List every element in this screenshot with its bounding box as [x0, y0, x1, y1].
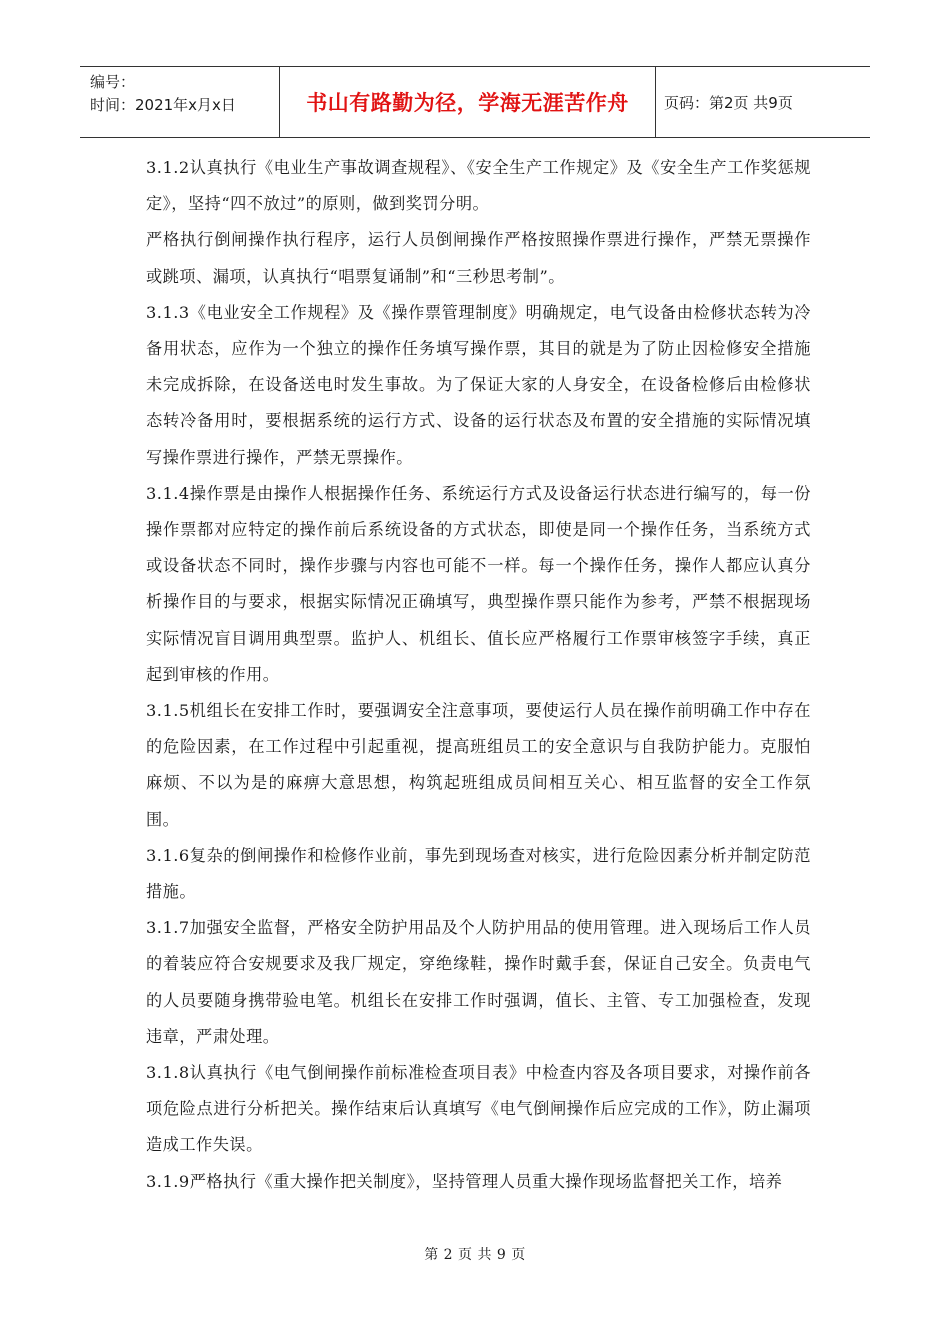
paragraph-switching-procedure: 严格执行倒闸操作执行程序，运行人员倒闸操作严格按照操作票进行操作，严禁无票操作或跳项、漏项，认真执行“唱票复诵制”和“三秒思考制”。 — [146, 230, 811, 286]
page-header — [80, 66, 870, 138]
page-footer: 第 2 页 共 9 页 — [424, 1247, 526, 1263]
header-meta — [80, 67, 280, 137]
paragraph-3-1-7: 3.1.7加强安全监督，严格安全防护用品及个人防护用品的使用管理。进入现场后工作人员的着装应符合安规要求及我厂规定，穿绝缘鞋，操作时戴手套，保证自己安全。负责电气的人员要随身携带验电笔。机组长在安排工作时强调，值长、主管、专工加强检查，发现违章，严肃处理。 — [146, 918, 811, 1046]
header-page-number: 页码：第2页 共9页 — [664, 93, 793, 112]
paragraph-3-1-5: 3.1.5机组长在安排工作时，要强调安全注意事项，要使运行人员在操作前明确工作中存在的危险因素，在工作过程中引起重视，提高班组员工的安全意识与自我防护能力。克服怕麻烦、不以为是的麻痹大意思想，构筑起班组成员间相互关心、相互监督的安全工作氛围。 — [146, 701, 811, 829]
document-body — [146, 150, 811, 1200]
paragraph-3-1-4: 3.1.4操作票是由操作人根据操作任务、系统运行方式及设备运行状态进行编写的，每一份操作票都对应特定的操作前后系统设备的方式状态，即使是同一个操作任务，当系统方式或设备状态不同时，操作步骤与内容也可能不一样。每一个操作任务，操作人都应认真分析操作目的与要求，根据实际情况正确填写，典型操作票只能作为参考，严禁不根据现场实际情况盲目调用典型票。监护人、机组长、值长应严格履行工作票审核签字手续，真正起到审核的作用。 — [146, 483, 811, 684]
paragraph-3-1-9: 3.1.9严格执行《重大操作把关制度》，坚持管理人员重大操作现场监督把关工作，培养 — [146, 1171, 783, 1191]
document-number-label: 编号： — [90, 73, 136, 91]
paragraph-3-1-8: 3.1.8认真执行《电气倒闸操作前标准检查项目表》中检查内容及各项目要求，对操作前各项危险点进行分析把关。操作结束后认真填写《电气倒闸操作后应完成的工作》，防止漏项造成工作失误。 — [146, 1063, 811, 1155]
paragraph-3-1-3: 3.1.3《电业安全工作规程》及《操作票管理制度》明确规定，电气设备由检修状态转为冷备用状态，应作为一个独立的操作任务填写操作票，其目的就是为了防止因检修安全措施未完成拆除，在设备送电时发生事故。为了保证大家的人身安全，在设备检修后由检修状态转冷备用时，要根据系统的运行方式、设备的运行状态及布置的安全措施的实际情况填写操作票进行操作，严禁无票操作。 — [146, 302, 811, 467]
paragraph-3-1-2: 3.1.2认真执行《电业生产事故调查规程》、《安全生产工作规定》及《安全生产工作奖惩规定》，坚持“四不放过”的原则，做到奖罚分明。 — [146, 158, 811, 214]
paragraph-3-1-6: 3.1.6复杂的倒闸操作和检修作业前，事先到现场查对核实，进行危险因素分析并制定防范措施。 — [146, 845, 811, 902]
header-motto: 书山有路勤为径，学海无涯苦作舟 — [280, 67, 656, 137]
document-date: 时间：2021年x月x日 — [90, 96, 236, 114]
